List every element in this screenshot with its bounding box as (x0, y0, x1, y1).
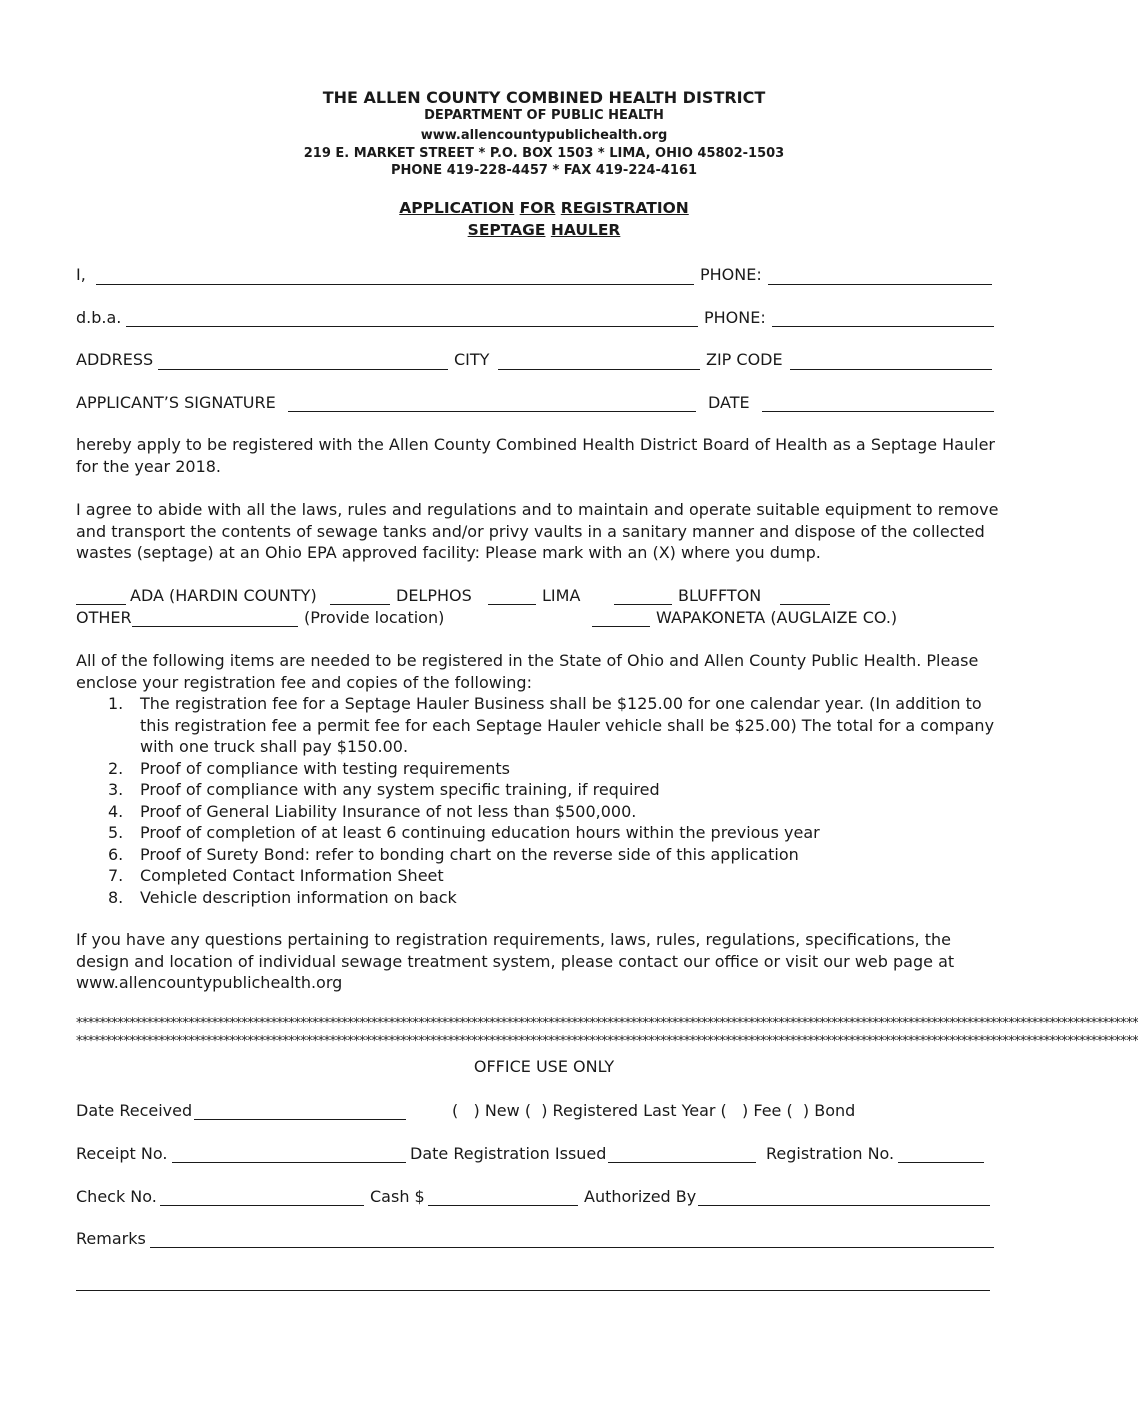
dump-ada-label: ADA (HARDIN COUNTY) (130, 586, 317, 605)
list-item (108, 758, 1008, 780)
date-received-field[interactable] (194, 1119, 406, 1120)
list-item (108, 779, 1008, 801)
phone-label: PHONE: (700, 265, 762, 284)
dump-lima-mark[interactable] (488, 604, 536, 605)
department-name: DEPARTMENT OF PUBLIC HEALTH (424, 108, 664, 123)
dump-other-label: OTHER (76, 608, 132, 627)
item-text: Vehicle description information on back (140, 887, 457, 907)
dump-wapakoneta-label: WAPAKONETA (AUGLAIZE CO.) (656, 608, 898, 627)
item-number: 4. (108, 801, 124, 821)
applicant-name-field[interactable] (96, 284, 694, 285)
item-text: Proof of General Liability Insurance of not less than $500,000. (140, 801, 637, 821)
separator-stars: ************************************************************************************************************************************************************************************ (76, 1016, 1138, 1031)
item-number: 8. (108, 887, 124, 907)
list-item (108, 887, 1008, 909)
list-item (108, 822, 1008, 844)
signature-label: APPLICANT’S SIGNATURE (76, 393, 276, 412)
signature-field[interactable] (288, 411, 696, 412)
receipt-no-field[interactable] (172, 1162, 406, 1163)
dump-lima-label: LIMA (542, 586, 581, 605)
contact-statement: If you have any questions pertaining to registration requirements, laws, rules, regulations, specifications, the design and location of individual sewage treatment system, please contact our office or visit our web page at www.allencountypublichealth.org (76, 930, 955, 992)
remarks-field[interactable] (150, 1247, 994, 1248)
title-word: HAULER (550, 221, 621, 239)
agreement-statement: I agree to abide with all the laws, rules and regulations and to maintain and operate suitable equipment to remove and transport the contents of sewage tanks and/or privy vaults in a sanitary manner and dispose of the collected wastes (septage) at an Ohio EPA approved facility: Please mark with an (X) where you dump. (76, 500, 999, 562)
item-number: 2. (108, 758, 124, 778)
item-text: The registration fee for a Septage Hauler Business shall be $125.00 for one calendar year. (In addition to this registration fee a permit fee for each Septage Hauler vehicle shall be $25.00) The total for a company with one truck shall pay $150.00. (140, 694, 995, 756)
authorized-by-field[interactable] (698, 1205, 990, 1206)
dba-label: d.b.a. (76, 308, 122, 327)
item-text: Proof of compliance with any system specific training, if required (140, 780, 660, 799)
org-name: THE ALLEN COUNTY COMBINED HEALTH DISTRICT (322, 88, 766, 107)
date-issued-field[interactable] (608, 1162, 756, 1163)
dump-other-mark[interactable] (780, 604, 830, 605)
applicant-name-label: I, (76, 265, 86, 284)
date-issued-label: Date Registration Issued (410, 1144, 607, 1163)
title-word: REGISTRATION (560, 199, 689, 217)
authorized-by-label: Authorized By (584, 1187, 697, 1206)
address-label: ADDRESS (76, 350, 154, 369)
cash-label: Cash $ (370, 1187, 425, 1206)
date-field[interactable] (762, 411, 994, 412)
item-number: 7. (108, 866, 124, 885)
cash-field[interactable] (428, 1205, 578, 1206)
city-field[interactable] (498, 369, 700, 370)
check-no-field[interactable] (160, 1205, 364, 1206)
dump-ada-mark[interactable] (76, 604, 126, 605)
list-item (108, 844, 1008, 866)
dba-phone-label: PHONE: (704, 308, 766, 327)
dump-wapakoneta-mark[interactable] (592, 626, 650, 627)
zip-label: ZIP CODE (706, 350, 783, 369)
item-text: Proof of completion of at least 6 continuing education hours within the previous year (140, 823, 820, 842)
office-use-title: OFFICE USE ONLY (473, 1057, 615, 1076)
title-word: FOR (519, 199, 556, 217)
header-phone-fax: PHONE 419-228-4457 * FAX 419-224-4161 (390, 163, 698, 178)
dba-phone-field[interactable] (772, 326, 994, 327)
apply-statement: hereby apply to be registered with the Allen County Combined Health District Board of Health as a Septage Hauler for the year 2018. (76, 435, 995, 476)
dba-field[interactable] (126, 326, 698, 327)
phone-field[interactable] (768, 284, 992, 285)
remarks-field-line2[interactable] (76, 1290, 990, 1291)
item-number: 6. (108, 844, 124, 864)
dump-bluffton-label: BLUFFTON (678, 586, 762, 605)
dump-other-location-field[interactable] (132, 626, 298, 627)
zip-field[interactable] (790, 369, 992, 370)
status-checkboxes[interactable]: ( ) New ( ) Registered Last Year ( ) Fee ( ) Bond (452, 1101, 856, 1120)
header-address: 219 E. MARKET STREET * P.O. BOX 1503 * LIMA, OHIO 45802-1503 (303, 146, 785, 161)
remarks-label: Remarks (76, 1229, 146, 1248)
dump-delphos-mark[interactable] (330, 604, 390, 605)
list-item (108, 693, 1008, 758)
registration-no-field[interactable] (898, 1162, 984, 1163)
date-label: DATE (708, 393, 750, 412)
item-number: 1. (108, 694, 124, 713)
form-title-line2 (0, 221, 1088, 239)
form-title-line1 (0, 199, 1088, 217)
requirements-intro: All of the following items are needed to be registered in the State of Ohio and Allen County Public Health. Please enclose your registration fee and copies of the following: (76, 651, 979, 692)
dump-bluffton-mark[interactable] (614, 604, 672, 605)
item-text: Completed Contact Information Sheet (140, 866, 444, 885)
receipt-no-label: Receipt No. (76, 1144, 168, 1163)
item-number: 5. (108, 823, 124, 842)
item-text: Proof of Surety Bond: refer to bonding chart on the reverse side of this application (140, 844, 799, 864)
item-text: Proof of compliance with testing requirements (140, 758, 510, 778)
city-label: CITY (454, 350, 490, 369)
separator-stars: ************************************************************************************************************************************************************************************ (76, 1034, 1138, 1049)
dump-delphos-label: DELPHOS (396, 586, 472, 605)
requirements-list (108, 693, 1008, 908)
address-field[interactable] (158, 369, 448, 370)
title-word: APPLICATION (399, 199, 515, 217)
date-received-label: Date Received (76, 1101, 193, 1120)
item-number: 3. (108, 780, 124, 799)
header-website: www.allencountypublichealth.org (420, 128, 668, 143)
check-no-label: Check No. (76, 1187, 157, 1206)
list-item (108, 865, 1008, 887)
title-word: SEPTAGE (467, 221, 546, 239)
provide-location-label: (Provide location) (304, 608, 445, 627)
list-item (108, 801, 1008, 823)
registration-no-label: Registration No. (766, 1144, 895, 1163)
